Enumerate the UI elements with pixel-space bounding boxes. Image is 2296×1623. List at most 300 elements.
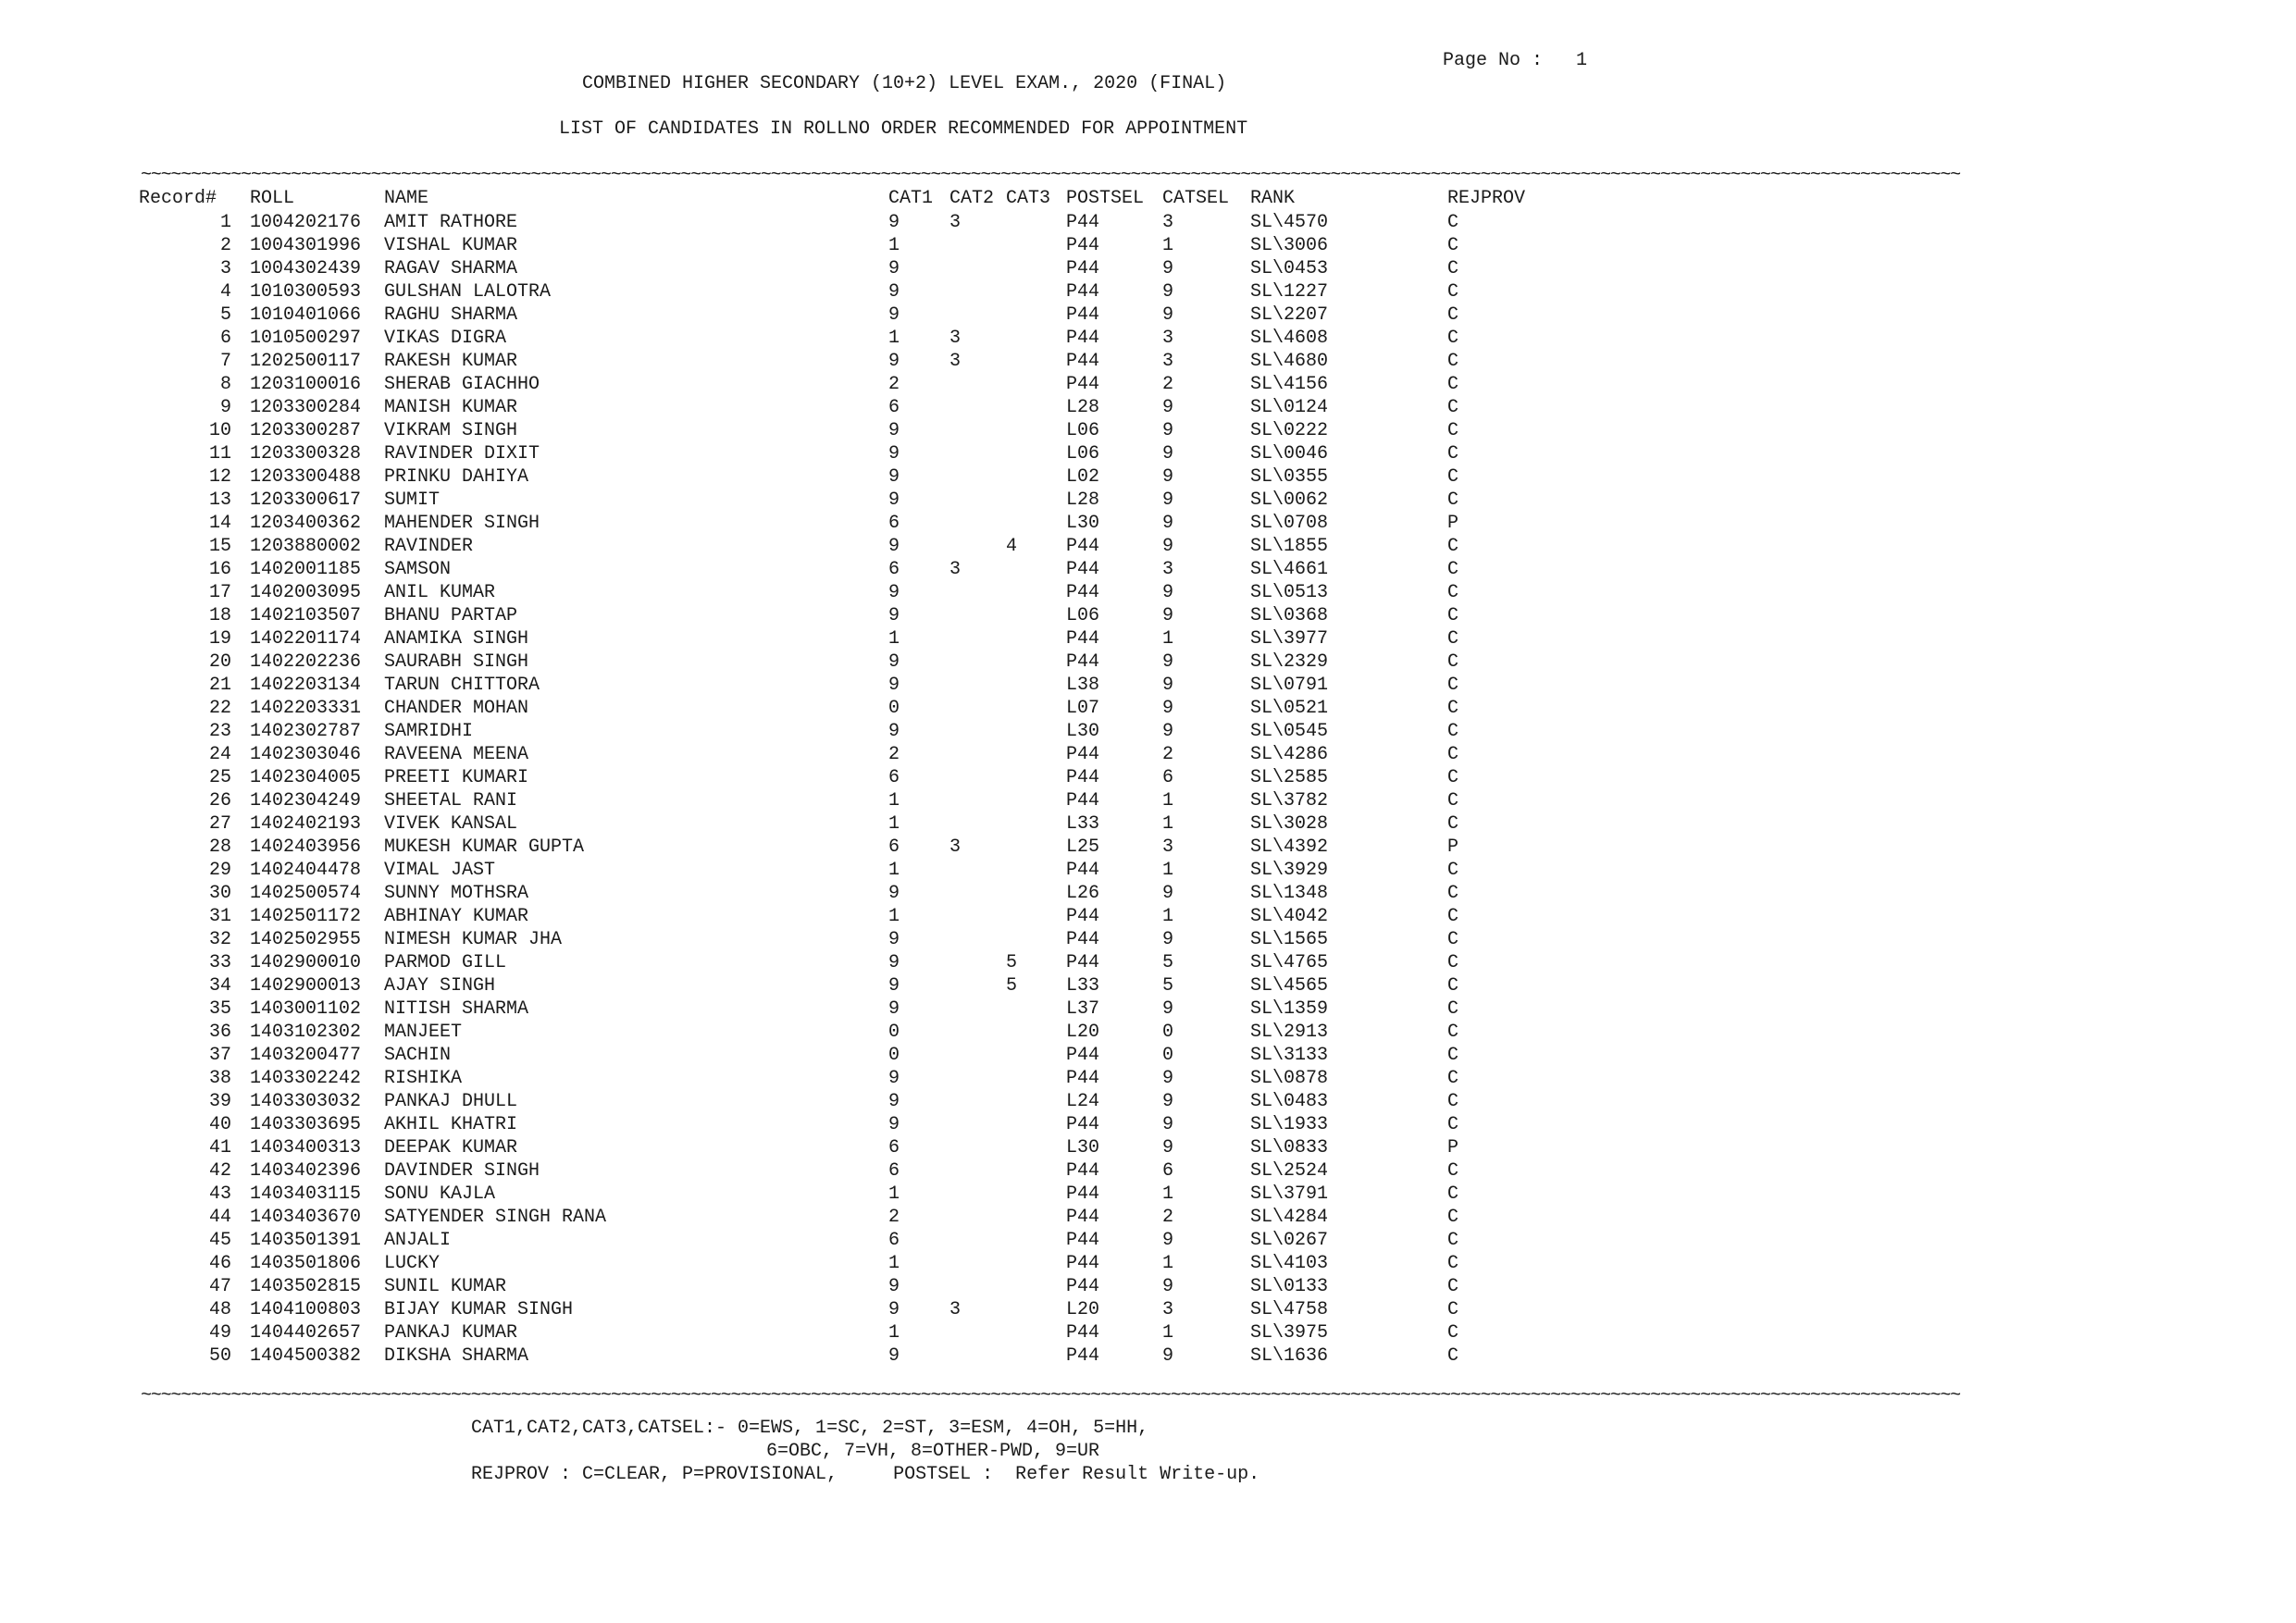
table-row [139,419,1558,442]
cell-postsel: L33 [1066,813,1100,835]
cell-cat2 [949,882,1006,905]
cell-rejprov: C [1447,1253,1459,1274]
cell-postsel: L25 [1066,836,1100,858]
cell-catsel: 9 [1162,397,1174,418]
cell-candidate-name: RAVINDER [384,536,474,557]
table-row [139,720,1558,743]
cell-roll-number: 1202500117 [250,351,362,372]
cell-catsel: 3 [1162,351,1174,372]
cell-postsel: P44 [1066,212,1100,233]
cell-cat3 [1006,1321,1066,1344]
cell-rejprov: C [1447,212,1459,233]
table-row [139,882,1558,905]
cell-rejprov: P [1447,1137,1459,1158]
cell-cat3 [1006,1252,1066,1275]
cell-cat1: 9 [888,258,900,279]
table-header-row [139,187,1558,211]
cell-rejprov: C [1447,651,1459,673]
cell-candidate-name: MANJEET [384,1022,463,1043]
cell-cat1: 9 [888,536,900,557]
table-row [139,1090,1558,1113]
cell-postsel: P44 [1066,767,1100,788]
cell-record-number: 24 [208,744,231,765]
cell-postsel: P44 [1066,744,1100,765]
cell-rejprov: C [1447,790,1459,812]
cell-rank: SL\3782 [1250,790,1329,812]
cell-cat1: 6 [888,559,900,580]
cell-record-number: 23 [208,721,231,742]
cell-record-number: 26 [208,790,231,812]
table-row [139,512,1558,535]
cell-candidate-name: RAVEENA MEENA [384,744,529,765]
table-row [139,859,1558,882]
cell-candidate-name: VISHAL KUMAR [384,235,518,256]
cell-rank: SL\3977 [1250,628,1329,650]
cell-roll-number: 1404100803 [250,1299,362,1320]
cell-postsel: P44 [1066,1045,1100,1066]
cell-rejprov: C [1447,235,1459,256]
table-row [139,928,1558,951]
cell-record-number: 32 [208,929,231,950]
cell-rejprov: C [1447,975,1459,997]
cell-roll-number: 1010401066 [250,304,362,326]
cell-rank: SL\0513 [1250,582,1329,603]
cell-cat1: 1 [888,628,900,650]
table-row [139,974,1558,997]
cell-cat2 [949,280,1006,304]
cell-rejprov: C [1447,582,1459,603]
cell-roll-number: 1402900013 [250,975,362,997]
cell-catsel: 6 [1162,767,1174,788]
cell-cat3 [1006,350,1066,373]
cell-catsel: 9 [1162,281,1174,303]
cell-rank: SL\4570 [1250,212,1329,233]
cell-postsel: L33 [1066,975,1100,997]
cell-record-number: 17 [208,582,231,603]
cell-record-number: 6 [219,328,231,349]
cell-roll-number: 1402304249 [250,790,362,812]
cell-rank: SL\0521 [1250,698,1329,719]
cell-cat2 [949,604,1006,627]
cell-roll-number: 1203880002 [250,536,362,557]
cell-cat3 [1006,1021,1066,1044]
cell-cat2: 3 [949,836,962,858]
cell-record-number: 8 [219,374,231,395]
cell-postsel: L06 [1066,605,1100,626]
cell-cat1: 1 [888,906,900,927]
cell-postsel: P44 [1066,1322,1100,1344]
cell-cat3 [1006,234,1066,257]
cell-catsel: 2 [1162,1207,1174,1228]
table-row [139,350,1558,373]
cell-postsel: L30 [1066,1137,1100,1158]
cell-candidate-name: RISHIKA [384,1068,463,1089]
cell-postsel: P44 [1066,1183,1100,1205]
table-row [139,1252,1558,1275]
cell-cat1: 6 [888,513,900,534]
cell-roll-number: 1203400362 [250,513,362,534]
cell-candidate-name: TARUN CHITTORA [384,675,540,696]
cell-rank: SL\0046 [1250,443,1329,465]
cell-cat2 [949,789,1006,812]
cell-rejprov: C [1447,675,1459,696]
cell-catsel: 9 [1162,605,1174,626]
cell-candidate-name: SUNNY MOTHSRA [384,883,529,904]
cell-rank: SL\4765 [1250,952,1329,973]
cell-candidate-name: DAVINDER SINGH [384,1160,540,1182]
cell-rejprov: C [1447,351,1459,372]
cell-rejprov: C [1447,466,1459,488]
cell-catsel: 9 [1162,1345,1174,1367]
cell-cat3 [1006,419,1066,442]
cell-rejprov: C [1447,952,1459,973]
cell-roll-number: 1402201174 [250,628,362,650]
column-header-postsel: POSTSEL [1066,188,1145,209]
cell-cat3 [1006,1044,1066,1067]
cell-roll-number: 1402502955 [250,929,362,950]
cell-rank: SL\2207 [1250,304,1329,326]
cell-roll-number: 1203300328 [250,443,362,465]
cell-rank: SL\4608 [1250,328,1329,349]
cell-postsel: P44 [1066,258,1100,279]
cell-rank: SL\1636 [1250,1345,1329,1367]
cell-postsel: P44 [1066,536,1100,557]
cell-postsel: L28 [1066,489,1100,511]
cell-catsel: 9 [1162,651,1174,673]
cell-rank: SL\2524 [1250,1160,1329,1182]
cell-postsel: P44 [1066,1345,1100,1367]
cell-catsel: 3 [1162,1299,1174,1320]
cell-rank: SL\4103 [1250,1253,1329,1274]
cell-rejprov: C [1447,860,1459,881]
legend-category-codes-cont: 6=OBC, 7=VH, 8=OTHER-PWD, 9=UR [766,1441,1100,1462]
cell-catsel: 1 [1162,628,1174,650]
cell-candidate-name: SAURABH SINGH [384,651,529,673]
cell-cat2: 3 [949,328,962,349]
cell-rejprov: C [1447,1183,1459,1205]
column-header-candidate-name: NAME [384,188,429,209]
cell-cat2 [949,674,1006,697]
cell-rank: SL\0791 [1250,675,1329,696]
cell-rank: SL\1227 [1250,281,1329,303]
cell-cat3 [1006,997,1066,1021]
cell-rejprov: C [1447,1345,1459,1367]
cell-cat3 [1006,812,1066,836]
table-row [139,1206,1558,1229]
table-row [139,604,1558,627]
cell-cat3 [1006,604,1066,627]
cell-cat3 [1006,905,1066,928]
cell-cat1: 9 [888,1276,900,1297]
cell-cat1: 9 [888,1068,900,1089]
cell-candidate-name: GULSHAN LALOTRA [384,281,552,303]
cell-cat3: 5 [1006,952,1018,973]
table-row [139,327,1558,350]
cell-cat2: 3 [949,559,962,580]
cell-postsel: L30 [1066,721,1100,742]
cell-rejprov: C [1447,443,1459,465]
cell-cat1: 9 [888,304,900,326]
cell-rejprov: C [1447,813,1459,835]
cell-rank: SL\0124 [1250,397,1329,418]
cell-postsel: P44 [1066,952,1100,973]
cell-cat3 [1006,581,1066,604]
cell-cat2 [949,743,1006,766]
cell-rank: SL\0483 [1250,1091,1329,1112]
table-body [139,211,1558,1368]
cell-roll-number: 1010300593 [250,281,362,303]
cell-roll-number: 1403502815 [250,1276,362,1297]
cell-catsel: 9 [1162,489,1174,511]
table-row [139,280,1558,304]
cell-record-number: 34 [208,975,231,997]
cell-cat1: 9 [888,975,900,997]
cell-cat3 [1006,1159,1066,1183]
table-row [139,1321,1558,1344]
cell-cat2 [949,489,1006,512]
cell-cat1: 1 [888,790,900,812]
cell-record-number: 1 [219,212,231,233]
cell-postsel: P44 [1066,628,1100,650]
cell-rejprov: C [1447,1022,1459,1043]
table-row [139,951,1558,974]
cell-rejprov: C [1447,1091,1459,1112]
cell-cat3 [1006,442,1066,465]
cell-cat2 [949,373,1006,396]
cell-cat3 [1006,674,1066,697]
column-header-catsel: CATSEL [1162,188,1230,209]
cell-cat2 [949,1206,1006,1229]
table-row [139,1113,1558,1136]
column-header-roll-number: ROLL [250,188,295,209]
cell-cat3 [1006,489,1066,512]
cell-roll-number: 1203300488 [250,466,362,488]
table-row [139,489,1558,512]
cell-cat3 [1006,882,1066,905]
cell-record-number: 38 [208,1068,231,1089]
cell-cat1: 9 [888,675,900,696]
cell-catsel: 9 [1162,1276,1174,1297]
cell-postsel: P44 [1066,1114,1100,1135]
cell-cat1: 1 [888,235,900,256]
cell-roll-number: 1403102302 [250,1022,362,1043]
cell-cat3 [1006,650,1066,674]
cell-record-number: 37 [208,1045,231,1066]
cell-candidate-name: ABHINAY KUMAR [384,906,529,927]
cell-postsel: L30 [1066,513,1100,534]
cell-rank: SL\0833 [1250,1137,1329,1158]
cell-cat3 [1006,1183,1066,1206]
cell-cat2 [949,304,1006,327]
cell-rank: SL\2913 [1250,1022,1329,1043]
cell-roll-number: 1403403115 [250,1183,362,1205]
column-header-rejprov: REJPROV [1447,188,1526,209]
cell-cat3 [1006,697,1066,720]
cell-record-number: 36 [208,1022,231,1043]
cell-roll-number: 1402900010 [250,952,362,973]
cell-candidate-name: DIKSHA SHARMA [384,1345,529,1367]
page-number: Page No : 1 [1443,50,1588,71]
cell-postsel: P44 [1066,929,1100,950]
cell-candidate-name: NIMESH KUMAR JHA [384,929,563,950]
cell-rejprov: P [1447,513,1459,534]
cell-catsel: 9 [1162,998,1174,1020]
table-row [139,558,1558,581]
table-row [139,627,1558,650]
cell-candidate-name: PARMOD GILL [384,952,507,973]
table-row [139,1275,1558,1298]
cell-record-number: 2 [219,235,231,256]
cell-catsel: 3 [1162,559,1174,580]
cell-catsel: 9 [1162,582,1174,603]
cell-rank: SL\3006 [1250,235,1329,256]
cell-candidate-name: NITISH SHARMA [384,998,529,1020]
cell-cat1: 9 [888,1091,900,1112]
table-row [139,465,1558,489]
cell-rejprov: C [1447,304,1459,326]
cell-catsel: 1 [1162,235,1174,256]
cell-record-number: 42 [208,1160,231,1182]
cell-rejprov: P [1447,836,1459,858]
cell-rank: SL\4392 [1250,836,1329,858]
cell-roll-number: 1203300287 [250,420,362,441]
cell-cat3 [1006,1113,1066,1136]
cell-cat3 [1006,928,1066,951]
cell-candidate-name: AJAY SINGH [384,975,496,997]
cell-cat1: 9 [888,883,900,904]
cell-record-number: 12 [208,466,231,488]
cell-postsel: P44 [1066,1068,1100,1089]
cell-cat2: 3 [949,351,962,372]
cell-candidate-name: MUKESH KUMAR GUPTA [384,836,585,858]
cell-rejprov: C [1447,1322,1459,1344]
table-row [139,1298,1558,1321]
cell-candidate-name: SACHIN [384,1045,452,1066]
cell-cat1: 1 [888,860,900,881]
cell-record-number: 39 [208,1091,231,1112]
cell-cat2 [949,396,1006,419]
cell-cat3 [1006,558,1066,581]
cell-cat1: 6 [888,1230,900,1251]
cell-rank: SL\0222 [1250,420,1329,441]
cell-rejprov: C [1447,397,1459,418]
cell-cat3 [1006,1229,1066,1252]
cell-rejprov: C [1447,420,1459,441]
document-title: COMBINED HIGHER SECONDARY (10+2) LEVEL EXAM., 2020 (FINAL) [582,73,1227,94]
cell-cat3 [1006,280,1066,304]
cell-candidate-name: PREETI KUMARI [384,767,529,788]
cell-cat2 [949,512,1006,535]
cell-roll-number: 1403400313 [250,1137,362,1158]
cell-rank: SL\1348 [1250,883,1329,904]
cell-candidate-name: VIVEK KANSAL [384,813,518,835]
cell-postsel: P44 [1066,281,1100,303]
cell-cat2 [949,905,1006,928]
cell-cat2 [949,1136,1006,1159]
cell-postsel: L37 [1066,998,1100,1020]
cell-postsel: L06 [1066,443,1100,465]
cell-roll-number: 1402203134 [250,675,362,696]
table-row [139,373,1558,396]
cell-cat2 [949,1275,1006,1298]
cell-record-number: 45 [208,1230,231,1251]
cell-cat2 [949,1183,1006,1206]
cell-rank: SL\0708 [1250,513,1329,534]
cell-cat3 [1006,1275,1066,1298]
table-row [139,1159,1558,1183]
cell-record-number: 14 [208,513,231,534]
cell-catsel: 9 [1162,1137,1174,1158]
legend-category-codes: CAT1,CAT2,CAT3,CATSEL:- 0=EWS, 1=SC, 2=ST, 3=ESM, 4=OH, 5=HH, [471,1418,1149,1439]
cell-record-number: 22 [208,698,231,719]
cell-postsel: L26 [1066,883,1100,904]
cell-cat1: 9 [888,1345,900,1367]
cell-candidate-name: AKHIL KHATRI [384,1114,518,1135]
cell-rejprov: C [1447,998,1459,1020]
cell-catsel: 9 [1162,536,1174,557]
table-row [139,766,1558,789]
cell-rejprov: C [1447,559,1459,580]
cell-catsel: 9 [1162,513,1174,534]
cell-roll-number: 1402403956 [250,836,362,858]
cell-cat1: 9 [888,582,900,603]
cell-cat2 [949,697,1006,720]
cell-postsel: L07 [1066,698,1100,719]
column-header-cat2: CAT2 [949,188,995,209]
cell-cat3 [1006,373,1066,396]
table-row [139,304,1558,327]
cell-record-number: 3 [219,258,231,279]
cell-cat1: 0 [888,1045,900,1066]
cell-cat2 [949,1252,1006,1275]
cell-rank: SL\4286 [1250,744,1329,765]
cell-rank: SL\0878 [1250,1068,1329,1089]
cell-candidate-name: RAGHU SHARMA [384,304,518,326]
cell-cat1: 1 [888,1183,900,1205]
cell-cat1: 6 [888,767,900,788]
cell-cat2 [949,419,1006,442]
table-row [139,1344,1558,1368]
cell-cat2 [949,627,1006,650]
cell-catsel: 9 [1162,721,1174,742]
cell-catsel: 9 [1162,1230,1174,1251]
cell-roll-number: 1403501806 [250,1253,362,1274]
cell-cat1: 9 [888,929,900,950]
table-row [139,812,1558,836]
cell-rejprov: C [1447,1207,1459,1228]
cell-postsel: P44 [1066,860,1100,881]
cell-candidate-name: BHANU PARTAP [384,605,518,626]
column-header-record-number: Record# [139,188,217,209]
table-row [139,1044,1558,1067]
cell-roll-number: 1404402657 [250,1322,362,1344]
cell-record-number: 29 [208,860,231,881]
cell-cat2 [949,812,1006,836]
cell-record-number: 15 [208,536,231,557]
cell-cat3: 5 [1006,975,1018,997]
table-row [139,1229,1558,1252]
cell-candidate-name: CHANDER MOHAN [384,698,529,719]
cell-rejprov: C [1447,1276,1459,1297]
cell-postsel: L38 [1066,675,1100,696]
cell-roll-number: 1402203331 [250,698,362,719]
cell-postsel: L28 [1066,397,1100,418]
cell-rank: SL\4680 [1250,351,1329,372]
cell-cat1: 6 [888,397,900,418]
legend-rejprov-postsel: REJPROV : C=CLEAR, P=PROVISIONAL, POSTSEL : Refer Result Write-up. [471,1464,1260,1485]
cell-catsel: 5 [1162,975,1174,997]
cell-rejprov: C [1447,1230,1459,1251]
